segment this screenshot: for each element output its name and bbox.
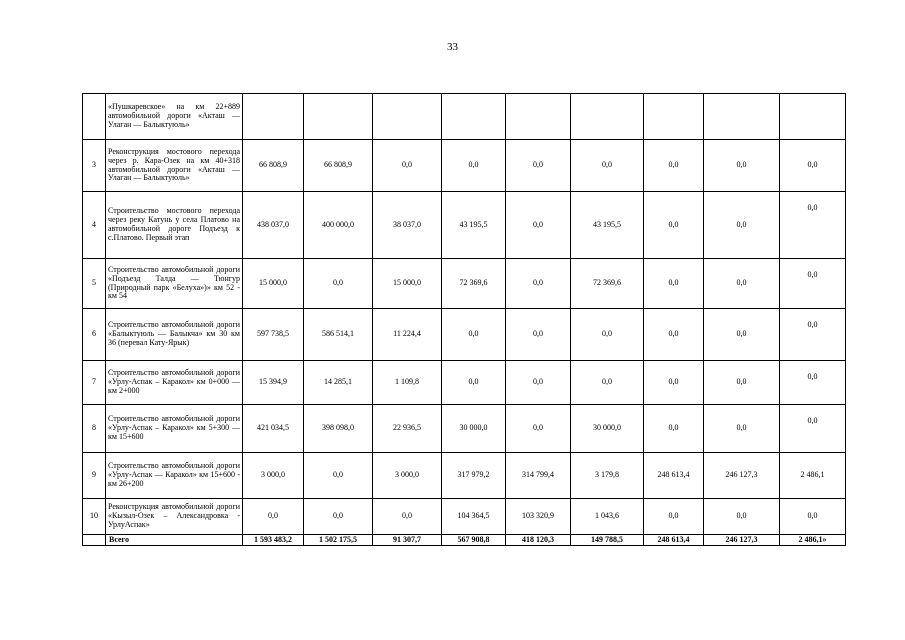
value-cell: 0,0 bbox=[442, 140, 506, 192]
value-cell: 30 000,0 bbox=[571, 405, 644, 453]
value-cell: 72 369,6 bbox=[442, 259, 506, 309]
project-name: Строительство автомобильной дороги «Урлу-Аспак – Каракол» км 0+000 — км 2+000 bbox=[106, 361, 243, 405]
total-value-cell: 1 593 483,2 bbox=[243, 535, 304, 546]
value-cell: 0,0 bbox=[442, 361, 506, 405]
value-cell bbox=[704, 94, 780, 140]
table-row bbox=[83, 140, 846, 192]
table-row bbox=[83, 499, 846, 535]
row-number: 10 bbox=[83, 499, 106, 535]
value-cell: 0,0 bbox=[780, 499, 846, 535]
value-cell bbox=[304, 94, 373, 140]
value-cell: 3 000,0 bbox=[373, 453, 442, 499]
value-cell: 0,0 bbox=[780, 361, 846, 405]
value-cell: 0,0 bbox=[506, 192, 571, 259]
row-number: 3 bbox=[83, 140, 106, 192]
value-cell: 0,0 bbox=[304, 259, 373, 309]
value-cell: 597 738,5 bbox=[243, 309, 304, 361]
row-number: 4 bbox=[83, 192, 106, 259]
value-cell: 0,0 bbox=[780, 405, 846, 453]
value-cell: 0,0 bbox=[571, 309, 644, 361]
value-cell: 0,0 bbox=[571, 361, 644, 405]
value-cell: 398 098,0 bbox=[304, 405, 373, 453]
value-cell: 66 808,9 bbox=[304, 140, 373, 192]
total-value-cell: 418 120,3 bbox=[506, 535, 571, 546]
value-cell: 1 109,8 bbox=[373, 361, 442, 405]
value-cell: 0,0 bbox=[704, 361, 780, 405]
value-cell: 0,0 bbox=[780, 259, 846, 309]
value-cell: 3 179,8 bbox=[571, 453, 644, 499]
value-cell: 0,0 bbox=[506, 309, 571, 361]
value-cell: 0,0 bbox=[644, 499, 704, 535]
value-cell: 0,0 bbox=[704, 405, 780, 453]
table-row bbox=[83, 94, 846, 140]
value-cell: 0,0 bbox=[304, 453, 373, 499]
value-cell: 0,0 bbox=[304, 499, 373, 535]
value-cell: 0,0 bbox=[644, 140, 704, 192]
value-cell: 0,0 bbox=[243, 499, 304, 535]
value-cell: 0,0 bbox=[506, 259, 571, 309]
value-cell bbox=[506, 94, 571, 140]
total-value-cell: 1 502 175,5 bbox=[304, 535, 373, 546]
value-cell: 0,0 bbox=[704, 140, 780, 192]
total-row bbox=[83, 535, 846, 546]
row-number bbox=[83, 94, 106, 140]
project-name: Строительство автомобильной дороги «Урлу-Аспак — Каракол» км 15+600 - км 26+200 bbox=[106, 453, 243, 499]
value-cell: 14 285,1 bbox=[304, 361, 373, 405]
value-cell: 15 000,0 bbox=[243, 259, 304, 309]
value-cell: 0,0 bbox=[373, 499, 442, 535]
value-cell: 38 037,0 bbox=[373, 192, 442, 259]
row-number: 9 bbox=[83, 453, 106, 499]
total-value-cell: 567 908,8 bbox=[442, 535, 506, 546]
value-cell: 421 034,5 bbox=[243, 405, 304, 453]
table-row bbox=[83, 361, 846, 405]
value-cell: 72 369,6 bbox=[571, 259, 644, 309]
value-cell: 0,0 bbox=[704, 259, 780, 309]
table-row bbox=[83, 453, 846, 499]
page-number: 33 bbox=[447, 41, 458, 53]
project-name: Строительство автомобильной дороги «Подъезд Талда — Тюнгур (Природный парк «Белуха»)» км 52 - км 54 bbox=[106, 259, 243, 309]
table-body bbox=[83, 94, 846, 546]
value-cell: 0,0 bbox=[571, 140, 644, 192]
table-row bbox=[83, 192, 846, 259]
total-value-cell: 149 788,5 bbox=[571, 535, 644, 546]
value-cell: 0,0 bbox=[704, 309, 780, 361]
total-value-cell: 248 613,4 bbox=[644, 535, 704, 546]
table-row bbox=[83, 259, 846, 309]
total-row-number bbox=[83, 535, 106, 546]
value-cell: 0,0 bbox=[506, 361, 571, 405]
value-cell: 246 127,3 bbox=[704, 453, 780, 499]
row-number: 5 bbox=[83, 259, 106, 309]
project-name: Реконструкция автомобильной дороги «Кызыл-Озек – Александровка - УрлуАспак» bbox=[106, 499, 243, 535]
value-cell: 0,0 bbox=[644, 405, 704, 453]
value-cell: 0,0 bbox=[704, 499, 780, 535]
table-row bbox=[83, 405, 846, 453]
total-label: Всего bbox=[106, 535, 243, 546]
value-cell: 0,0 bbox=[506, 405, 571, 453]
value-cell: 438 037,0 bbox=[243, 192, 304, 259]
value-cell: 0,0 bbox=[506, 140, 571, 192]
value-cell: 248 613,4 bbox=[644, 453, 704, 499]
value-cell: 103 320,9 bbox=[506, 499, 571, 535]
value-cell: 66 808,9 bbox=[243, 140, 304, 192]
value-cell: 0,0 bbox=[644, 259, 704, 309]
value-cell bbox=[373, 94, 442, 140]
value-cell bbox=[243, 94, 304, 140]
total-value-cell: 246 127,3 bbox=[704, 535, 780, 546]
value-cell: 314 799,4 bbox=[506, 453, 571, 499]
value-cell: 0,0 bbox=[780, 192, 846, 259]
row-number: 7 bbox=[83, 361, 106, 405]
value-cell: 15 000,0 bbox=[373, 259, 442, 309]
total-value-cell: 91 307,7 bbox=[373, 535, 442, 546]
value-cell: 0,0 bbox=[780, 309, 846, 361]
project-name: Строительство автомобильной дороги «Урлу-Аспак – Каракол» км 5+300 — км 15+600 bbox=[106, 405, 243, 453]
value-cell: 3 000,0 bbox=[243, 453, 304, 499]
project-name: Реконструкция мостового перехода через р. Кара-Озек на км 40+318 автомобильной дороги «Акташ — Улаган — Балыктуюль» bbox=[106, 140, 243, 192]
value-cell: 0,0 bbox=[644, 361, 704, 405]
project-name: Строительство автомобильной дороги «Балыктуюль — Балыкча» км 30 км 36 (перевал Кату-Ярык) bbox=[106, 309, 243, 361]
value-cell: 104 364,5 bbox=[442, 499, 506, 535]
budget-table bbox=[82, 93, 846, 546]
value-cell: 0,0 bbox=[644, 192, 704, 259]
project-name: «Пушкаревское» на км 22+889 автомобильной дороги «Акташ — Улаган — Балыктуюль» bbox=[106, 94, 243, 140]
value-cell: 0,0 bbox=[780, 140, 846, 192]
value-cell: 400 000,0 bbox=[304, 192, 373, 259]
value-cell: 0,0 bbox=[644, 309, 704, 361]
project-name: Строительство мостового перехода через реку Катунь у села Платово на автомобильной дороге Подъезд к с.Платово. Первый этап bbox=[106, 192, 243, 259]
value-cell: 0,0 bbox=[704, 192, 780, 259]
value-cell: 317 979,2 bbox=[442, 453, 506, 499]
value-cell: 1 043,6 bbox=[571, 499, 644, 535]
value-cell: 0,0 bbox=[373, 140, 442, 192]
value-cell bbox=[442, 94, 506, 140]
row-number: 6 bbox=[83, 309, 106, 361]
value-cell: 586 514,1 bbox=[304, 309, 373, 361]
value-cell: 15 394,9 bbox=[243, 361, 304, 405]
value-cell: 0,0 bbox=[442, 309, 506, 361]
value-cell: 11 224,4 bbox=[373, 309, 442, 361]
value-cell bbox=[780, 94, 846, 140]
value-cell: 30 000,0 bbox=[442, 405, 506, 453]
value-cell: 22 936,5 bbox=[373, 405, 442, 453]
total-value-cell: 2 486,1» bbox=[780, 535, 846, 546]
value-cell bbox=[571, 94, 644, 140]
value-cell: 43 195,5 bbox=[442, 192, 506, 259]
value-cell: 2 486,1 bbox=[780, 453, 846, 499]
value-cell: 43 195,5 bbox=[571, 192, 644, 259]
table-row bbox=[83, 309, 846, 361]
value-cell bbox=[644, 94, 704, 140]
row-number: 8 bbox=[83, 405, 106, 453]
